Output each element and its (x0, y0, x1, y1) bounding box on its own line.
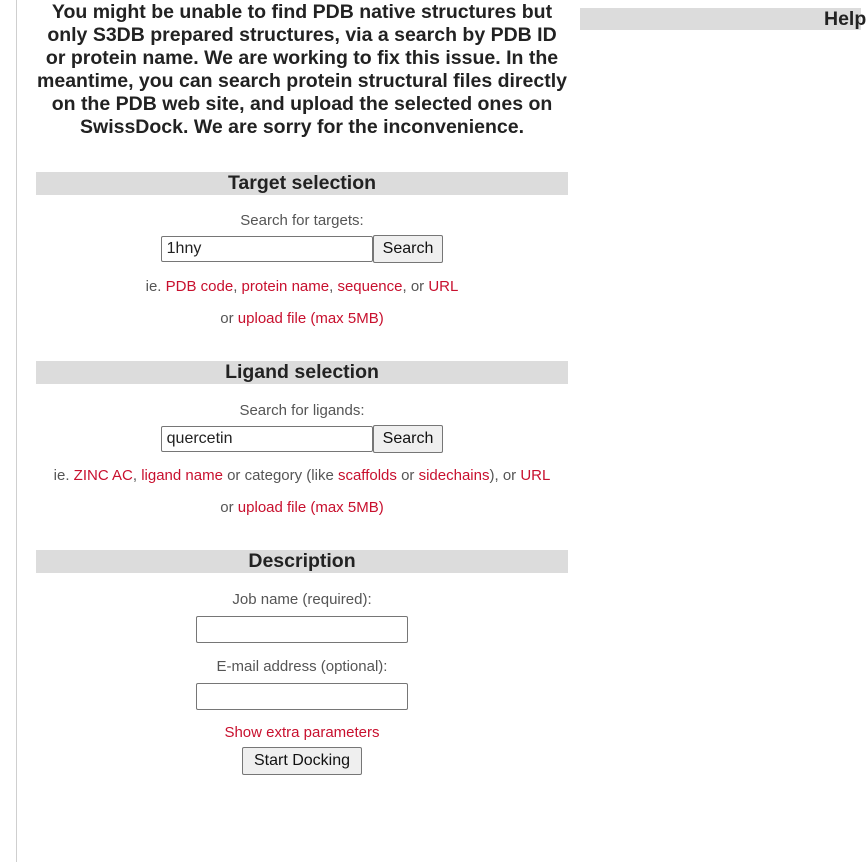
ligand-upload-prefix: or (220, 499, 238, 516)
warning-message: You might be unable to find PDB native structures but only S3DB prepared structures, via a search by PDB ID or protein name. We are working to fix this issue. In the meantime, you can search protein structural files directly on the PDB web site, and upload the selected ones on SwissDock. We are sorry for the inconvenience. (37, 1, 567, 138)
ligand-upload (36, 499, 568, 517)
ligand-search-row (36, 425, 568, 453)
ligand-search-label: Search for ligands: (239, 402, 365, 419)
sequence-link[interactable]: sequence (337, 278, 403, 295)
target-hint-prefix: ie. (145, 278, 166, 295)
ligand-selection-header: Ligand selection (36, 361, 568, 384)
ligand-upload-link[interactable]: upload file (max 5MB) (237, 499, 384, 516)
target-upload-link[interactable]: upload file (max 5MB) (237, 310, 384, 327)
ligand-hint-text: or (396, 467, 419, 484)
left-border (16, 0, 17, 862)
pdb-code-link[interactable]: PDB code (165, 278, 234, 295)
scaffolds-link[interactable]: scaffolds (337, 467, 397, 484)
target-hint-sep: , (233, 278, 242, 295)
job-name-row (36, 616, 568, 643)
ligand-hint (36, 467, 568, 485)
help-title: Help (824, 8, 866, 30)
ligand-hint-text: or category (like (222, 467, 338, 484)
target-upload (36, 310, 568, 328)
start-docking-button[interactable]: Start Docking (242, 747, 362, 775)
target-hint-sep: , (329, 278, 338, 295)
protein-name-link[interactable]: protein name (241, 278, 330, 295)
target-url-link[interactable]: URL (428, 278, 459, 295)
target-selection-header: Target selection (36, 172, 568, 195)
target-upload-prefix: or (220, 310, 238, 327)
target-search-input[interactable] (161, 236, 373, 262)
job-name-input[interactable] (196, 616, 408, 643)
show-extra-parameters-link[interactable]: Show extra parameters (224, 724, 380, 741)
email-input[interactable] (196, 683, 408, 710)
submit-row (36, 747, 568, 775)
ligand-search-button[interactable]: Search (373, 425, 444, 453)
ligand-hint-prefix: ie. (53, 467, 74, 484)
zinc-ac-link[interactable]: ZINC AC (73, 467, 133, 484)
sidechains-link[interactable]: sidechains (418, 467, 490, 484)
target-hint-sep: , or (402, 278, 429, 295)
target-hint (36, 278, 568, 296)
ligand-url-link[interactable]: URL (520, 467, 551, 484)
target-search-button[interactable]: Search (373, 235, 444, 263)
ligand-hint-sep: , (132, 467, 142, 484)
email-row (36, 683, 568, 710)
description-header: Description (36, 550, 568, 573)
main-form (36, 0, 568, 775)
job-name-label: Job name (required): (232, 591, 372, 608)
target-search-label: Search for targets: (240, 212, 364, 229)
help-panel-header (580, 8, 866, 30)
ligand-name-link[interactable]: ligand name (141, 467, 223, 484)
ligand-hint-text: ), or (489, 467, 521, 484)
target-search-row (36, 235, 568, 263)
email-label: E-mail address (optional): (216, 658, 388, 675)
extra-params-row (36, 724, 568, 742)
ligand-search-input[interactable] (161, 426, 373, 452)
